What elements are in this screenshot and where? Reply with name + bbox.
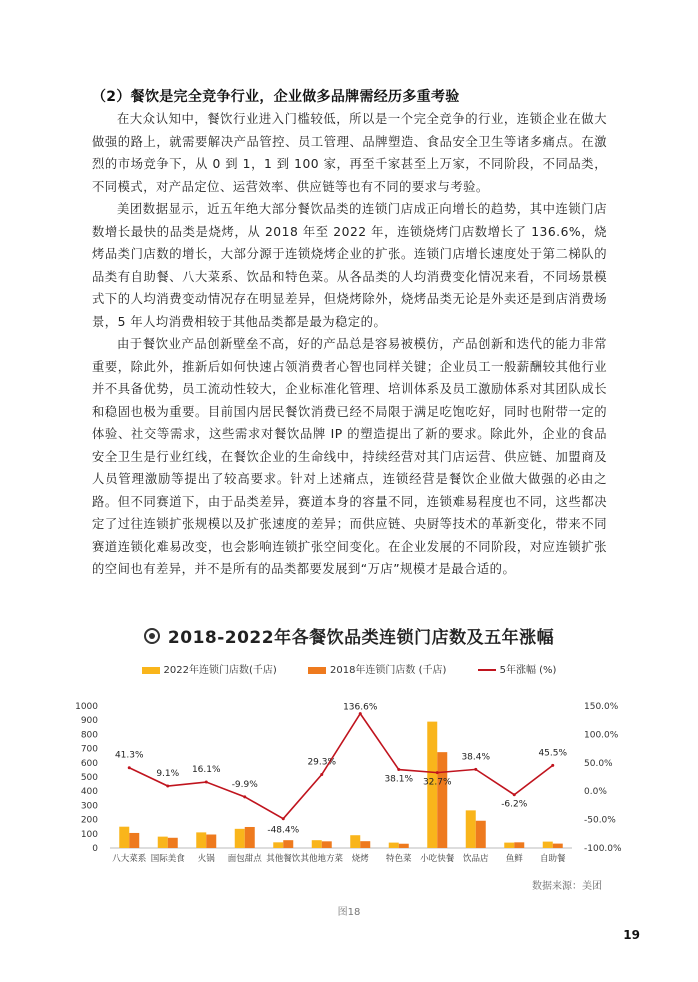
- target-icon: [144, 628, 160, 644]
- legend-item-2018: [308, 661, 446, 676]
- bar-2022: [273, 842, 283, 848]
- left-axis-tick-label: 1000: [75, 702, 98, 712]
- growth-data-label: 136.6%: [343, 702, 378, 713]
- legend-label-2018: 2018年连锁门店数 (千店): [329, 665, 447, 676]
- category-label: 国际美食: [150, 854, 185, 864]
- right-axis-tick-label: -50.0%: [584, 815, 616, 826]
- figure-caption: 图18: [337, 907, 361, 918]
- data-source: 数据来源：美团: [532, 881, 602, 892]
- left-axis-tick-label: 800: [80, 730, 98, 741]
- bar-2022: [119, 827, 129, 848]
- bar-2018: [399, 844, 409, 848]
- category-label: 鱼鲜: [505, 854, 523, 864]
- legend-swatch-2022: [142, 667, 160, 674]
- right-axis-tick-label: 50.0%: [584, 758, 613, 769]
- left-axis-tick-label: 100: [80, 829, 98, 840]
- legend-line-growth: [478, 669, 496, 671]
- bar-2018: [437, 752, 447, 848]
- bar-2018: [129, 833, 139, 848]
- growth-point: [282, 817, 285, 820]
- chart-legend: [0, 661, 698, 676]
- growth-data-label: -9.9%: [231, 779, 258, 790]
- left-axis-tick-label: 900: [80, 716, 98, 727]
- legend-label-growth: 5年涨幅 (%): [499, 665, 557, 676]
- bar-2018: [206, 835, 216, 848]
- growth-point: [128, 766, 131, 769]
- bar-2018: [322, 841, 332, 848]
- chart-title: [0, 623, 698, 648]
- growth-point: [513, 793, 516, 796]
- bar-2022: [389, 843, 399, 848]
- page-number: 19: [623, 928, 640, 942]
- left-axis-tick-label: 0: [92, 844, 98, 854]
- growth-data-label: 29.3%: [307, 757, 337, 768]
- bar-2022: [543, 842, 553, 848]
- left-axis-tick-label: 300: [80, 801, 98, 812]
- section-heading: （2）餐饮是完全竞争行业，企业做多品牌需经历多重考验: [92, 89, 460, 105]
- right-axis-tick-label: 150.0%: [584, 702, 619, 712]
- category-label: 八大菜系: [112, 854, 147, 864]
- right-axis-tick-label: 0.0%: [584, 787, 607, 798]
- bar-2018: [553, 844, 563, 848]
- legend-item-2022: [142, 661, 277, 676]
- bar-2022: [158, 837, 168, 848]
- left-axis-tick-label: 700: [80, 744, 98, 755]
- paragraph: 由于餐饮业产品创新壁垒不高，好的产品总是容易被模仿，产品创新和迭代的能力非常重要，除此外，推新后如何快速占领消费者心智也同样关键；企业员工一般薪酬较其他行业并不具备优势，员工流动性较大，企业标准化管理、培训体系及员工激励体系对其团队成长和稳固也极为重要。目前国内居民餐饮消费已经不局限于满足吃饱吃好，同时也附带一定的体验、社交等需求，这些需求对餐饮品牌 IP 的塑造提出了新的要求。除此外，企业的食品安全卫生是行业红线，在餐饮企业的生命线中，持续经营对其门店运营、供应链、加盟商及人员管理激励等提出了较高要求。针对上述痛点，连锁经营是餐饮企业做大做强的必由之路。但不同赛道下，由于品类差异，赛道本身的容量不同，连锁难易程度也不同，这些都决定了过往连锁扩张规模以及扩张速度的差异；而供应链、央厨等技术的革新变化，带来不同赛道连锁化难易改变，也会影响连锁扩张空间变化。在企业发展的不同阶段，对应连锁扩张的空间也有差异，并不是所有的品类都要发展到“万店”规模才是最合适的。: [92, 337, 607, 576]
- right-axis-tick-label: -100.0%: [584, 844, 622, 854]
- bar-2018: [283, 840, 293, 848]
- growth-point: [320, 773, 323, 776]
- growth-point: [474, 768, 477, 771]
- growth-point: [551, 764, 554, 767]
- bar-2022: [350, 835, 360, 848]
- left-axis-tick-label: 600: [80, 758, 98, 769]
- left-axis-tick-label: 200: [80, 815, 98, 826]
- bar-2018: [168, 838, 178, 848]
- category-label: 自助餐: [539, 854, 566, 864]
- bar-2022: [466, 810, 476, 848]
- growth-data-label: -6.2%: [501, 799, 528, 810]
- body-text: [92, 108, 607, 581]
- bar-2018: [245, 827, 255, 848]
- category-label: 饮品店: [462, 854, 489, 864]
- left-axis-tick-label: 500: [80, 773, 98, 783]
- legend-label-2022: 2022年连锁门店数(千店): [163, 665, 277, 676]
- bar-2022: [312, 840, 322, 848]
- combo-chart: [0, 690, 698, 870]
- category-label: 烧烤: [351, 854, 369, 864]
- growth-data-label: -48.4%: [267, 825, 300, 836]
- paragraph: 在大众认知中，餐饮行业进入门槛较低，所以是一个完全竞争的行业，连锁企业在做大做强的路上，就需要解决产品管控、员工管理、品牌塑造、食品安全卫生等诸多痛点。在激烈的市场竞争下，从 0 到 1，1 到 100 家，再至千家甚至上万家，不同阶段，不同品类，不同模式，对产品定位、运营效率、供应链等也有不同的要求与考验。: [92, 112, 607, 194]
- legend-swatch-2018: [308, 667, 326, 674]
- right-axis-tick-label: 100.0%: [584, 730, 619, 741]
- bar-2018: [514, 842, 524, 848]
- growth-data-label: 45.5%: [538, 748, 568, 759]
- category-label: 面包甜点: [227, 854, 262, 864]
- growth-data-label: 41.3%: [114, 750, 144, 761]
- growth-point: [397, 768, 400, 771]
- category-label: 其他餐饮: [266, 854, 301, 864]
- paragraph: 美团数据显示，近五年绝大部分餐饮品类的连锁门店成正向增长的趋势，其中连锁门店数增长最快的品类是烧烤，从 2018 年至 2022 年，连锁烧烤门店数增长了 136.6%，烧烤品类门店数的增长，大部分源于连锁烧烤企业的扩张。连锁门店增长速度处于第二梯队的品类有自助餐、八大菜系、饮品和特色菜。从各品类的人均消费变化情况来看，不同场景模式下的人均消费变动情况存在明显差异，但烧烤除外，烧烤品类无论是外卖还是到店消费场景，5 年人均消费相较于其他品类都是最为稳定的。: [92, 202, 607, 329]
- bar-2018: [476, 821, 486, 848]
- legend-item-growth: [478, 661, 557, 676]
- bar-2022: [504, 843, 514, 848]
- category-label: 其他地方菜: [300, 854, 344, 864]
- growth-data-label: 32.7%: [422, 777, 452, 788]
- growth-point: [166, 785, 169, 788]
- growth-data-label: 16.1%: [191, 765, 221, 776]
- bar-2022: [235, 829, 245, 848]
- growth-point: [243, 795, 246, 798]
- growth-data-label: 38.1%: [384, 774, 414, 785]
- bar-2022: [196, 832, 206, 848]
- growth-point: [436, 771, 439, 774]
- growth-point: [205, 781, 208, 784]
- left-axis-tick-label: 400: [80, 787, 98, 798]
- bar-2018: [360, 841, 370, 848]
- category-label: 小吃快餐: [420, 854, 455, 864]
- chart-title-text: 2018-2022年各餐饮品类连锁门店数及五年涨幅: [167, 628, 555, 648]
- growth-data-label: 38.4%: [461, 752, 491, 763]
- category-label: 特色菜: [385, 854, 412, 864]
- growth-data-label: 9.1%: [156, 769, 180, 780]
- category-label: 火锅: [197, 854, 215, 864]
